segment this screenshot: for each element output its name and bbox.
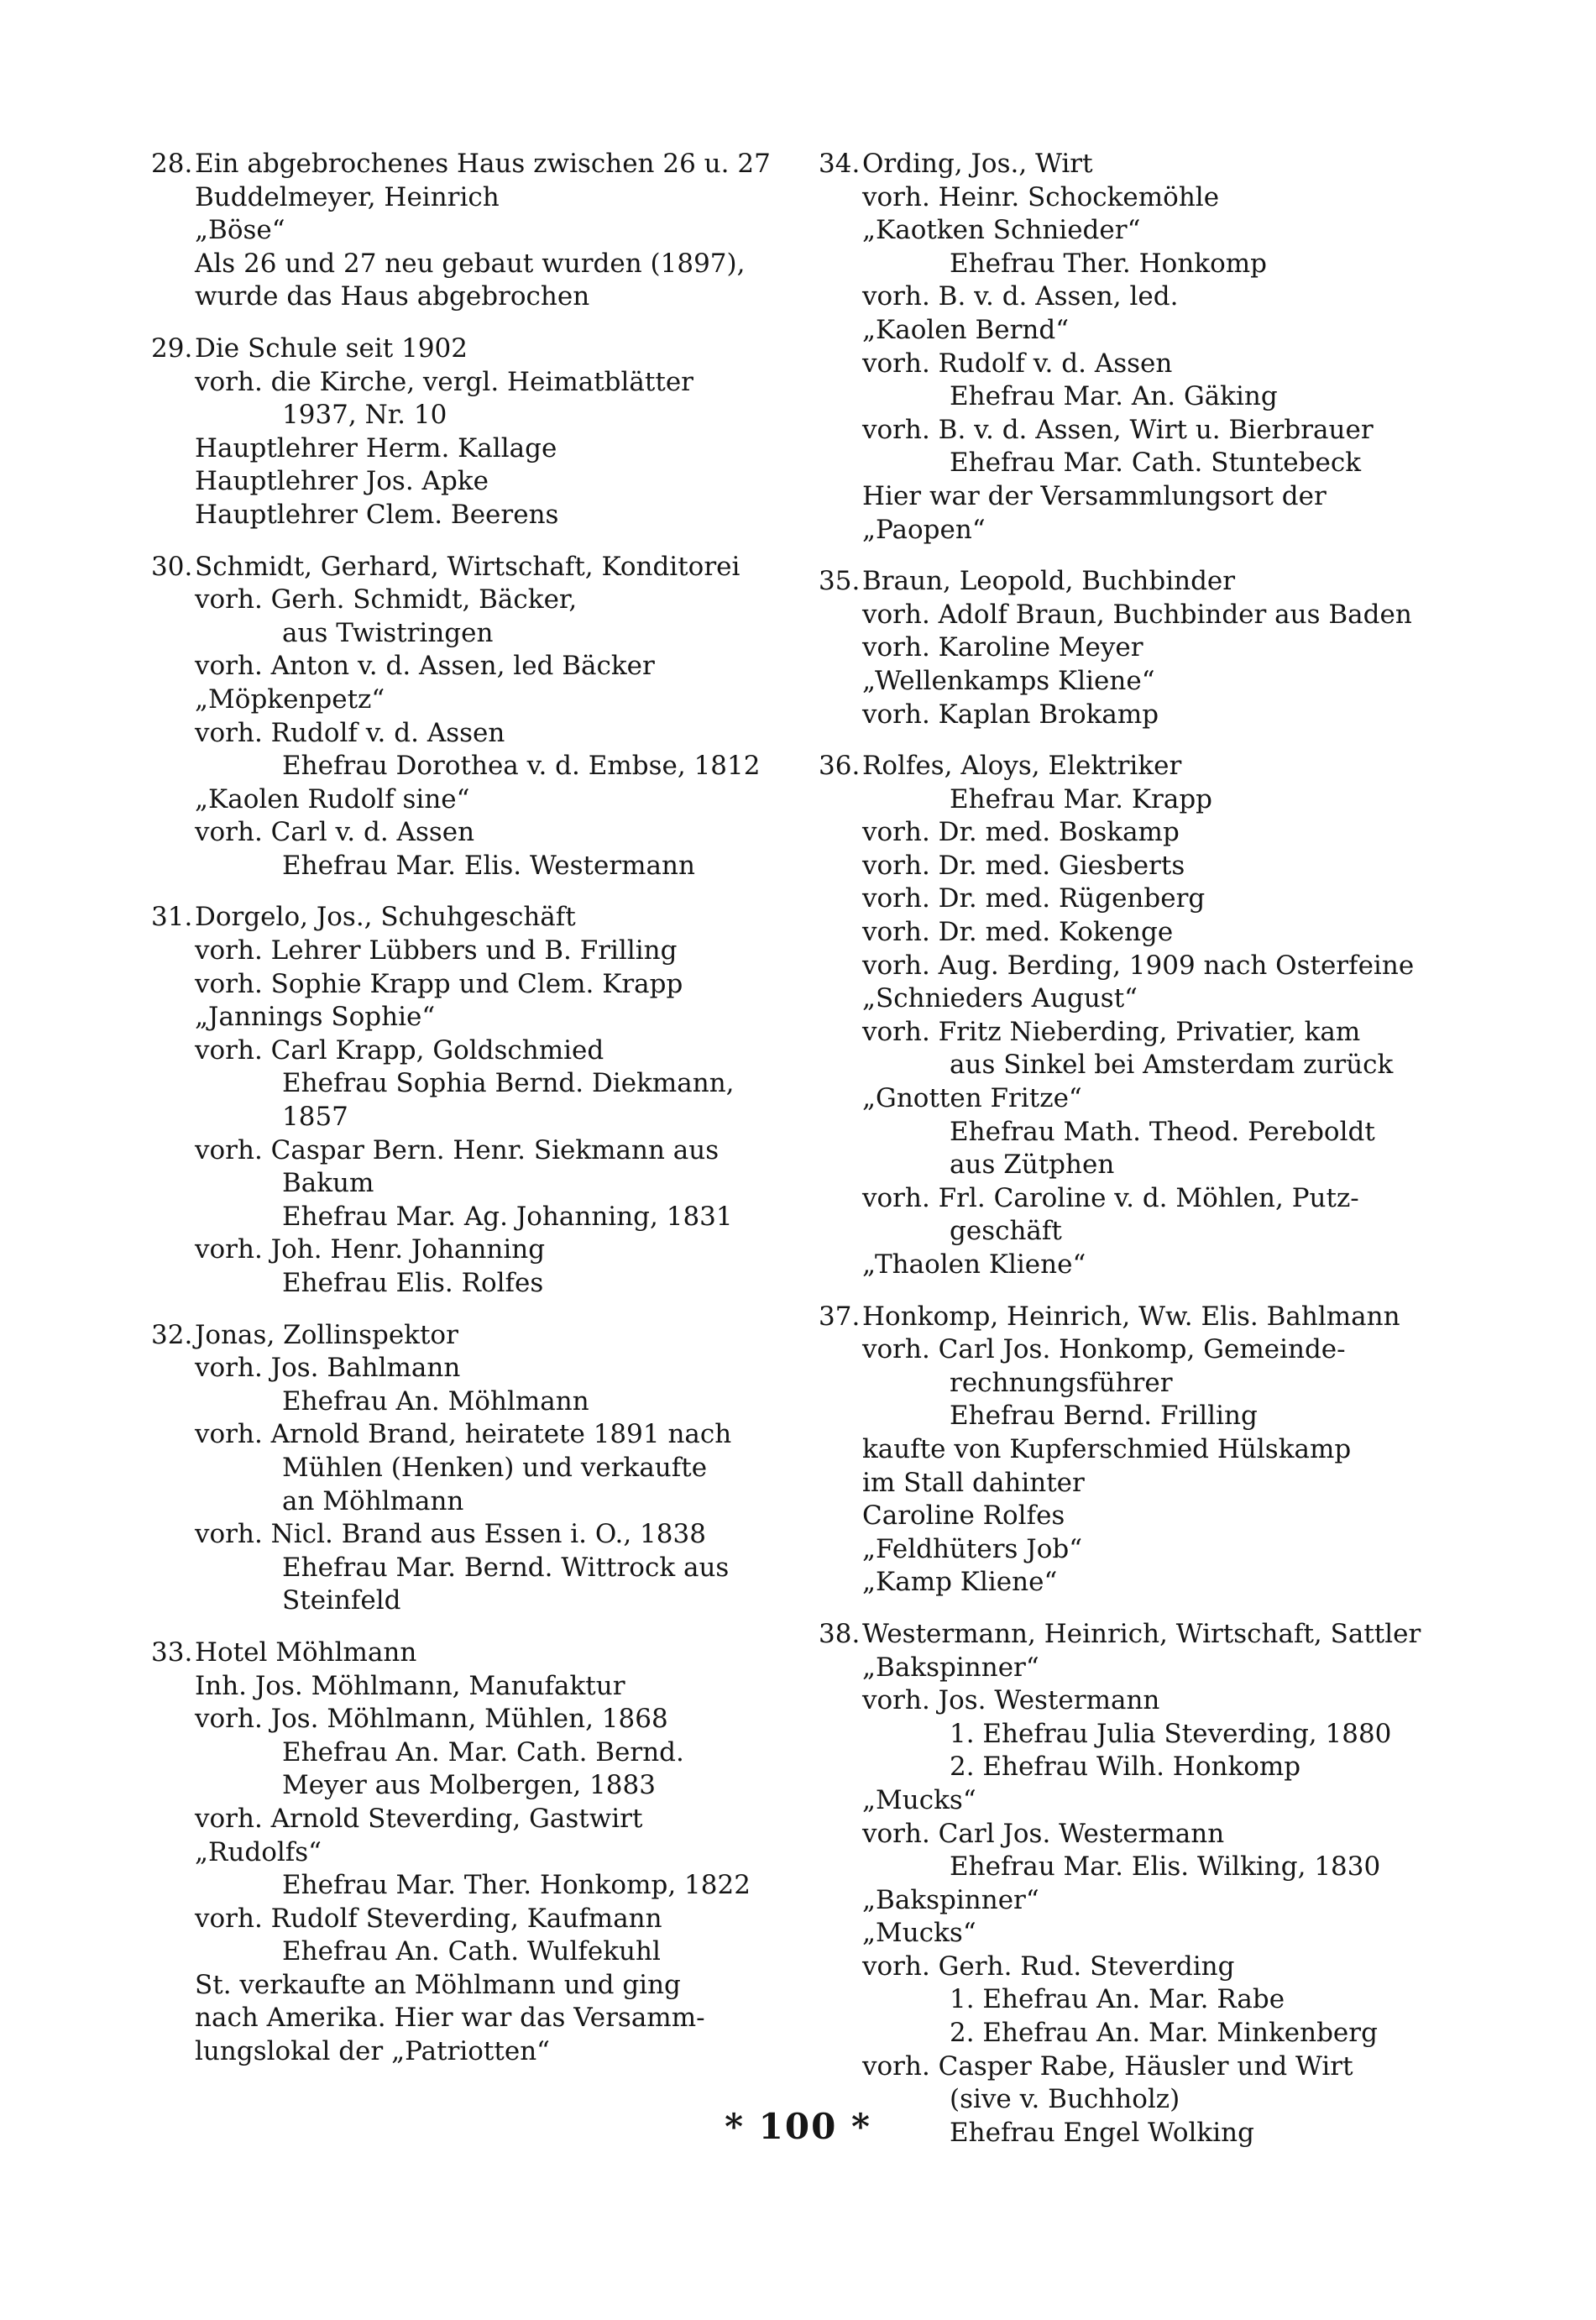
entry-line: „Mucks“: [862, 1918, 976, 1949]
entry-number: 30.: [151, 551, 193, 582]
entry-line: (sive v. Buchholz): [950, 2084, 1180, 2115]
entry-title: Schmidt, Gerhard, Wirtschaft, Konditorei: [195, 551, 740, 582]
entry-line: Hauptlehrer Herm. Kallage: [195, 432, 557, 463]
entry-line: Als 26 und 27 neu gebaut wurden (1897),: [195, 248, 746, 279]
entry-line: vorh. Fritz Nieberding, Privatier, kam: [862, 1016, 1361, 1047]
entry-line: lungslokal der „Patriotten“: [195, 2036, 551, 2067]
entry-heading: [151, 551, 785, 584]
entry-line: an Möhlmann: [282, 1485, 464, 1516]
house-entry: [819, 750, 1452, 1282]
entry-line: „Jannings Sophie“: [195, 1002, 436, 1033]
entry-line: geschäft: [950, 1216, 1062, 1247]
entry-line: Bakum: [282, 1168, 374, 1199]
entry-line: vorh. Carl Jos. Westermann: [862, 1818, 1225, 1849]
entry-line: kaufte von Kupferschmied Hülskamp: [862, 1433, 1352, 1464]
entry-line: „Böse“: [195, 215, 285, 246]
entry-line: vorh. Arnold Steverding, Gastwirt: [195, 1803, 643, 1834]
entry-line: vorh. Dr. med. Boskamp: [862, 817, 1180, 848]
entry-line: Caroline Rolfes: [862, 1500, 1065, 1532]
house-entry: [151, 901, 785, 1300]
entry-line: vorh. Dr. med. Giesberts: [862, 850, 1185, 881]
entry-heading: [819, 1618, 1452, 1652]
entry-line: Hauptlehrer Clem. Beerens: [195, 499, 559, 530]
entry-number: 36.: [819, 751, 861, 782]
entry-line: vorh. Rudolf v. d. Assen: [862, 348, 1173, 379]
entry-line: vorh. Rudolf Steverding, Kaufmann: [195, 1903, 662, 1934]
entry-heading: [151, 333, 785, 366]
entry-line: rechnungsführer: [950, 1367, 1173, 1398]
entry-number: 33.: [151, 1637, 193, 1668]
house-entry: [151, 551, 785, 883]
entry-heading: [151, 1637, 785, 1670]
house-entry: [151, 148, 785, 314]
entry-line: vorh. B. v. d. Assen, Wirt u. Bierbrauer: [862, 414, 1374, 445]
entry-line: Steinfeld: [282, 1585, 401, 1616]
entry-line: Ehefrau Ther. Honkomp: [950, 248, 1267, 279]
entry-heading: [819, 750, 1452, 783]
house-entry: [819, 1618, 1452, 2150]
entry-line: „Wellenkamps Kliene“: [862, 665, 1155, 696]
entry-line: „Kaolen Rudolf sine“: [195, 783, 470, 814]
entry-line: vorh. Kaplan Brokamp: [862, 699, 1159, 730]
entry-line: „Gnotten Fritze“: [862, 1083, 1082, 1114]
house-entry: [151, 1319, 785, 1618]
house-entry: [819, 148, 1452, 547]
entry-line: „Schnieders August“: [862, 983, 1138, 1014]
entry-line: vorh. Sophie Krapp und Clem. Krapp: [195, 968, 683, 999]
entry-line: vorh. Aug. Berding, 1909 nach Osterfeine: [862, 950, 1415, 981]
entry-line: 1. Ehefrau Julia Steverding, 1880: [950, 1718, 1392, 1749]
entry-line: Ehefrau Elis. Rolfes: [282, 1268, 544, 1298]
entry-line: 1937, Nr. 10: [282, 400, 447, 431]
entry-number: 34.: [819, 149, 861, 179]
entry-line: „Bakspinner“: [862, 1884, 1039, 1915]
house-entry: [151, 333, 785, 532]
entry-line: Ehefrau Sophia Bernd. Diekmann,: [282, 1068, 735, 1099]
entry-number: 37.: [819, 1301, 861, 1332]
entry-line: vorh. Rudolf v. d. Assen: [195, 717, 505, 748]
entry-line: 1857: [282, 1102, 348, 1133]
entry-number: 35.: [819, 566, 861, 597]
entry-line: 2. Ehefrau Wilh. Honkomp: [950, 1752, 1301, 1783]
entry-line: „Rudolfs“: [195, 1836, 322, 1867]
entry-line: „Kaotken Schnieder“: [862, 215, 1141, 246]
entry-heading: [151, 901, 785, 935]
entry-line: Ehefrau Engel Wolking: [950, 2117, 1254, 2148]
entry-number: 38.: [819, 1618, 861, 1649]
entry-line: St. verkaufte an Möhlmann und ging: [195, 1969, 681, 2000]
entry-line: im Stall dahinter: [862, 1467, 1085, 1498]
entry-heading: [819, 1301, 1452, 1334]
entry-line: aus Twistringen: [282, 617, 494, 648]
house-entry: [819, 565, 1452, 731]
entry-line: Ehefrau Bernd. Frilling: [950, 1401, 1258, 1432]
entry-line: aus Sinkel bei Amsterdam zurück: [950, 1050, 1394, 1081]
entry-heading: [819, 565, 1452, 599]
entry-line: vorh. Dr. med. Rügenberg: [862, 883, 1206, 914]
entry-line: „Bakspinner“: [862, 1652, 1039, 1683]
entry-line: aus Zütphen: [950, 1150, 1115, 1181]
entry-line: Meyer aus Molbergen, 1883: [282, 1770, 656, 1801]
entry-line: vorh. Joh. Henr. Johanning: [195, 1234, 546, 1265]
entry-line: vorh. Karoline Meyer: [862, 632, 1143, 663]
entry-line: „Thaolen Kliene“: [862, 1249, 1086, 1280]
entry-line: „Paopen“: [862, 514, 986, 545]
entry-number: 29.: [151, 333, 193, 364]
entry-line: vorh. Gerh. Schmidt, Bäcker,: [195, 584, 578, 615]
entry-title: Hotel Möhlmann: [195, 1637, 417, 1668]
entry-line: Ehefrau Dorothea v. d. Embse, 1812: [282, 751, 761, 782]
entry-heading: [151, 148, 785, 181]
entry-line: vorh. Nicl. Brand aus Essen i. O., 1838: [195, 1519, 706, 1550]
entry-line: vorh. Casper Rabe, Häusler und Wirt: [862, 2050, 1353, 2082]
entry-heading: [151, 1319, 785, 1353]
entry-line: Ehefrau Math. Theod. Pereboldt: [950, 1116, 1375, 1147]
entry-line: vorh. Lehrer Lübbers und B. Frilling: [195, 935, 678, 966]
entry-line: vorh. Dr. med. Kokenge: [862, 917, 1174, 948]
entry-line: vorh. Carl Krapp, Goldschmied: [195, 1034, 604, 1066]
entry-line: Ehefrau Mar. Cath. Stuntebeck: [950, 448, 1361, 479]
entry-line: Mühlen (Henken) und verkaufte: [282, 1452, 708, 1483]
page-number: * 100 *: [725, 2106, 871, 2147]
entry-line: wurde das Haus abgebrochen: [195, 281, 590, 312]
entry-number: 28.: [151, 149, 193, 179]
left-column: [151, 148, 785, 2069]
entry-title: Rolfes, Aloys, Elektriker: [862, 751, 1182, 782]
entry-title: Die Schule seit 1902: [195, 333, 468, 364]
house-entry: [819, 1301, 1452, 1600]
entry-line: vorh. Arnold Brand, heiratete 1891 nach: [195, 1419, 732, 1450]
entry-line: 2. Ehefrau An. Mar. Minkenberg: [950, 2018, 1378, 2049]
entry-line: Ehefrau Mar. Bernd. Wittrock aus: [282, 1552, 730, 1583]
entry-line: Ehefrau Mar. Ag. Johanning, 1831: [282, 1201, 733, 1232]
entry-line: vorh. Heinr. Schockemöhle: [862, 181, 1220, 212]
entry-line: vorh. Jos. Möhlmann, Mühlen, 1868: [195, 1704, 668, 1735]
entry-line: 1. Ehefrau An. Mar. Rabe: [950, 1984, 1285, 2015]
entry-line: „Möpkenpetz“: [195, 683, 385, 715]
entry-line: vorh. Carl v. d. Assen: [195, 817, 475, 848]
entry-line: „Kaolen Bernd“: [862, 314, 1070, 345]
entry-line: Hier war der Versammlungsort der: [862, 480, 1327, 511]
right-column: [819, 148, 1452, 2150]
entry-line: Ehefrau Mar. Elis. Wilking, 1830: [950, 1851, 1381, 1883]
entry-line: vorh. Caspar Bern. Henr. Siekmann aus: [195, 1134, 720, 1165]
entry-line: „Feldhüters Job“: [862, 1533, 1083, 1564]
entry-line: Ehefrau Mar. Elis. Westermann: [282, 850, 695, 881]
entry-line: vorh. Frl. Caroline v. d. Möhlen, Putz-: [862, 1182, 1359, 1213]
entry-heading: [819, 148, 1452, 181]
entry-line: vorh. Anton v. d. Assen, led Bäcker: [195, 651, 655, 682]
entry-line: nach Amerika. Hier war das Versamm-: [195, 2003, 705, 2034]
entry-title: Braun, Leopold, Buchbinder: [862, 566, 1236, 597]
entry-line: vorh. Jos. Westermann: [862, 1685, 1160, 1716]
entry-line: „Mucks“: [862, 1784, 976, 1815]
entry-line: Inh. Jos. Möhlmann, Manufaktur: [195, 1670, 625, 1701]
entry-line: vorh. Carl Jos. Honkomp, Gemeinde-: [862, 1334, 1346, 1365]
entry-title: Ein abgebrochenes Haus zwischen 26 u. 27: [195, 149, 771, 179]
entry-line: Ehefrau An. Mar. Cath. Bernd.: [282, 1736, 684, 1767]
entry-title: Jonas, Zollinspektor: [195, 1319, 458, 1350]
entry-title: Honkomp, Heinrich, Ww. Elis. Bahlmann: [862, 1301, 1400, 1332]
entry-line: vorh. die Kirche, vergl. Heimatblätter: [195, 366, 693, 397]
entry-number: 32.: [151, 1319, 193, 1350]
entry-title: Dorgelo, Jos., Schuhgeschäft: [195, 902, 576, 933]
entry-line: Ehefrau An. Cath. Wulfekuhl: [282, 1936, 661, 1967]
entry-line: Ehefrau An. Möhlmann: [282, 1385, 589, 1417]
house-entry: [151, 1637, 785, 2069]
entry-line: vorh. Jos. Bahlmann: [195, 1353, 461, 1384]
entry-title: Ording, Jos., Wirt: [862, 149, 1093, 179]
entry-line: „Kamp Kliene“: [862, 1567, 1058, 1598]
entry-line: Hauptlehrer Jos. Apke: [195, 466, 489, 497]
entry-title: Westermann, Heinrich, Wirtschaft, Sattler: [862, 1618, 1421, 1649]
entry-line: Ehefrau Mar. An. Gäking: [950, 381, 1278, 412]
entry-line: vorh. Gerh. Rud. Steverding: [862, 1951, 1235, 1982]
entry-line: Buddelmeyer, Heinrich: [195, 181, 500, 212]
entry-line: vorh. Adolf Braun, Buchbinder aus Baden: [862, 599, 1412, 630]
entry-line: vorh. B. v. d. Assen, led.: [862, 281, 1179, 312]
entry-line: Ehefrau Mar. Krapp: [950, 783, 1213, 814]
entry-line: Ehefrau Mar. Ther. Honkomp, 1822: [282, 1870, 751, 1901]
entry-number: 31.: [151, 902, 193, 933]
